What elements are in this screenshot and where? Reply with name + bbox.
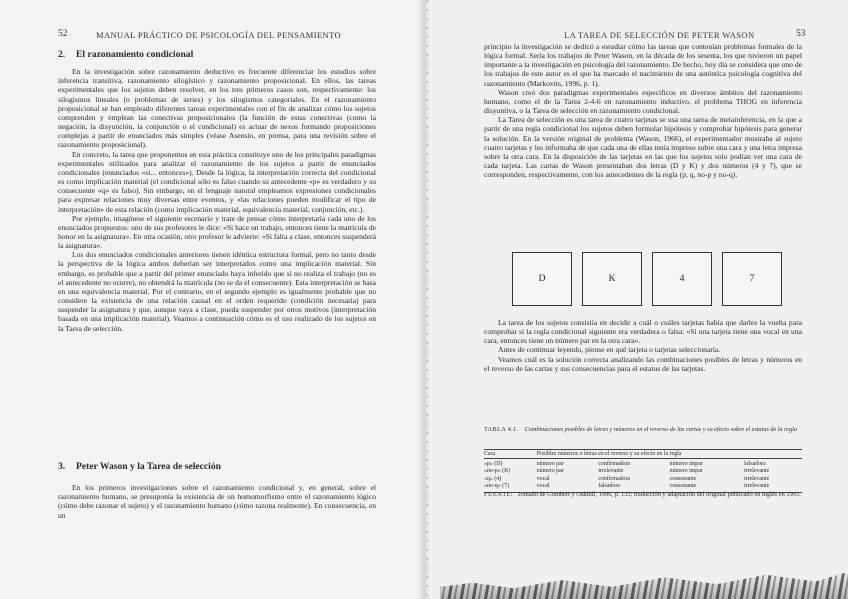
running-head: MANUAL PRÁCTICO DE PSICOLOGÍA DEL PENSAMIENTO bbox=[96, 30, 342, 40]
left-column-top bbox=[58, 50, 376, 333]
table-cell: «no-q» (7) bbox=[484, 483, 537, 493]
table-cell: confirmadora bbox=[598, 459, 669, 469]
table-cell: número impar bbox=[669, 468, 703, 475]
table-row bbox=[484, 476, 802, 483]
paragraph: Los dos enunciados condicionales anteriores tienen idéntica estructura formal, pero no tanto desde la perspectiva de la lógica ambos deberían ser interpretados como una implicación material. Sin embargo, es probable que a partir del primer enunciado haya inferido que si no realiza el trabajo (no es el antecedente no ocurre), no obtendrá la matrícula (no se da el consecuente). Esta interpretación se basa en una equivalencia material. Por el contrario, en el segundo ejemplo es igualmente probable que no considere la existencia de una relación causal en el orden requerido (condición necesaria) para suspender la asignatura y que, aunque vaya a clase, pueda suspender por otros motivos (interpretación basada en una implicación material). Veamos a continuación cómo es el uso realizado de los sujetos en la Tarea de selección. bbox=[58, 250, 376, 333]
section-title: Peter Wason y la Tarea de selección bbox=[76, 461, 221, 472]
table-cell: número par bbox=[537, 459, 599, 469]
source-text: Tomado de Gombert y Oakhill, 1996, p. 135; traducción y adaptación del original publicado en inglés en 1993. bbox=[517, 491, 801, 498]
left-column-bottom bbox=[58, 462, 376, 520]
table-cell: «no-p» (K) bbox=[484, 468, 511, 475]
table-header: Cara bbox=[484, 450, 537, 459]
card-k: K bbox=[582, 252, 642, 306]
book-gutter bbox=[418, 0, 430, 599]
table-cell: falsadora bbox=[744, 459, 802, 469]
paragraph: Veamos cuál es la solución correcta analizando las combinaciones posibles de letras y números en el reverso de las cartas y sus consecuencias para el estatus de las tarjetas. bbox=[484, 354, 802, 373]
table-cell: número par bbox=[536, 468, 564, 475]
section-title: El razonamiento condicional bbox=[76, 49, 194, 60]
table-cell: irrelevante bbox=[744, 475, 770, 482]
combinations-table bbox=[484, 449, 802, 493]
table-cell: consonante bbox=[669, 475, 697, 482]
source-label: FUENTE: bbox=[484, 491, 514, 498]
paragraph: La Tarea de selección es una tarea de cuatro tarjetas se usa una tarea de metainferencia, en la que a partir de una regla condicional los sujetos deben formular hipótesis y comprobar hipótesis para generar la solución. En la versión original de problema (Wason, 1966), el experimentador mostraba al sujeto cuatro tarjetas y les informaba de que cada una de ellas tenía impreso sobre una cara y una letra impresa sobre la otra cara. En la disposición de las tarjetas en las que los sujetos solo podían ver una cara de cada tarjeta. Las cartas de Wason presentaban dos letras (D y K) y dos números (4 y 7), que se corresponden, respectivamente, con los antecedentes de la regla (p, q, no-p y no-q). bbox=[484, 115, 802, 180]
table-caption-text: Combinaciones posibles de letras y números en el reverso de las cartas y su efecto sobre el estatus de la regla bbox=[524, 426, 797, 433]
table-cell: irrelevante bbox=[598, 468, 624, 475]
right-page bbox=[424, 0, 848, 599]
paragraph: Wason creó dos paradigmas experimentales específicos en diversos ámbitos del razonamiento humano, como el de la Tarea 2-4-6 en razonamiento inductivo, el problema THOG en inferencia disyuntiva, o la Tarea de selección en razonamiento condicional. bbox=[484, 87, 802, 116]
gutter-shadow bbox=[426, 0, 428, 599]
paragraph: En la investigación sobre razonamiento deductivo es frecuente diferenciar los estudios sobre inferencia transitiva, razonamiento silogístico y razonamiento proposicional. En ellos, las tareas experimentales que los sujetos deben resolver, en los tres primeros casos son, respectivamente: los silogismos lineales (o problemas de series) y los silogismos categoriales. En el razonamiento proposicional se han empleado diferentes tareas experimentales con el fin de analizar cómo los sujetos comprenden y emplean las conectivas proposicionales (la función de estas conectivas (como la negación, la disyunción, la conjunción o el condicional) es actuar de nexos formando proposiciones complejas a partir de enunciados más simples (véase Asensio, en prensa, para una revisión sobre el razonamiento proposicional). bbox=[58, 67, 376, 150]
table-cell: vocal bbox=[537, 483, 599, 493]
paragraph: En los primeros investigaciones sobre el razonamiento condicional y, en general, sobre el razonamiento humano, se presuponía la existencia de un homomorfismo entre el razonamiento lógico (cómo debe razonar el sujeto) y el razonamiento humano (cómo razona realmente). En consecuencia, en un bbox=[58, 483, 376, 520]
card-d: D bbox=[512, 252, 572, 306]
table-cell: número impar bbox=[670, 459, 744, 469]
paragraph: Por ejemplo, imagínese el siguiente escenario y trate de pensar cómo interpretaría cada uno de los enunciados propuestos: uno de sus profesores le dice: «Si hace un trabajo, entonces tiene la matrícula de honor en la asignatura». En otra ocasión, otro profesor le advierte: «Si falta a clase, entonces suspenderá la asignatura». bbox=[58, 213, 376, 251]
table-label: TABLA 4.1. bbox=[484, 426, 519, 433]
paragraph: principio la investigación se dedicó a estudiar cómo las tareas que contenían problemas formales de la lógica formal. Sería los trabajos de Peter Wason, en la década de los sesenta, los que tuvieron un papel importante a la investigación en psicología del razonamiento. De hecho, hoy día se considera que uno de los trabajos de este autor es el que ha marcado el nacimiento de una auténtica psicología cognitiva del razonamiento (Markovits, 1996, p. 1). bbox=[484, 42, 802, 88]
selection-task-cards bbox=[512, 252, 792, 307]
table-cell: «p» (D) bbox=[484, 459, 537, 469]
right-column-top bbox=[484, 42, 802, 179]
page-number: 52 bbox=[58, 29, 68, 39]
section-number: 2. bbox=[58, 49, 66, 60]
table-cell: falsadora bbox=[598, 483, 669, 493]
table-header: Posibles números o letras en el reverso y su efecto en la regla bbox=[537, 450, 802, 459]
table-cell: irrelevante bbox=[744, 468, 770, 475]
table-cell: vocal bbox=[536, 475, 550, 482]
section-number: 3. bbox=[58, 461, 66, 472]
paragraph: En concreto, la tarea que proponemos en esta práctica constituye uno de los principales paradigmas experimentales utilizados para analizar el razonamiento de los sujetos a partir de enunciados condicionales (enunciados «si... entonces»). Desde la lógica, la interpretación correcta del condicional es como implicación material (el condicional sólo es falso cuando su antecedente «p» es verdadero y su consecuente «q» es falso). Sin embargo, en el lenguaje natural empleamos expresiones condicionales para expresar relaciones muy diversas entre eventos, y «las relaciones pueden modificar el tipo de interpretación» de esta relación (como implicación material, equivalencia material, conjunción, etc.). bbox=[58, 149, 376, 214]
right-column-mid bbox=[484, 318, 802, 373]
section-heading bbox=[58, 462, 376, 471]
table-row bbox=[484, 468, 802, 475]
card-7: 7 bbox=[722, 252, 782, 306]
table-source bbox=[484, 491, 802, 499]
table-cell: confirmadora bbox=[598, 475, 631, 482]
card-4: 4 bbox=[652, 252, 712, 306]
table-cell: irrelevante bbox=[744, 483, 802, 493]
table-caption bbox=[484, 426, 802, 433]
running-head: LA TAREA DE SELECCIÓN DE PETER WASON bbox=[564, 30, 755, 40]
table-cell: consonante bbox=[670, 483, 744, 493]
table-cell: «q» (4) bbox=[484, 475, 502, 482]
table-row bbox=[484, 459, 802, 469]
paragraph: Antes de continuar leyendo, piense en qué tarjeta o tarjetas seleccionaría. bbox=[498, 345, 721, 355]
paragraph: La tarea de los sujetos consistía en decidir a cuál o cuáles tarjetas había que darles la vuelta para comprobar si la regla condicional siguiente era verdadera o falsa: «Si una tarjeta tiene una vocal en una cara, entonces tiene un número par en la otra cara». bbox=[484, 318, 802, 346]
page-number: 53 bbox=[796, 29, 806, 39]
section-heading bbox=[58, 50, 376, 59]
